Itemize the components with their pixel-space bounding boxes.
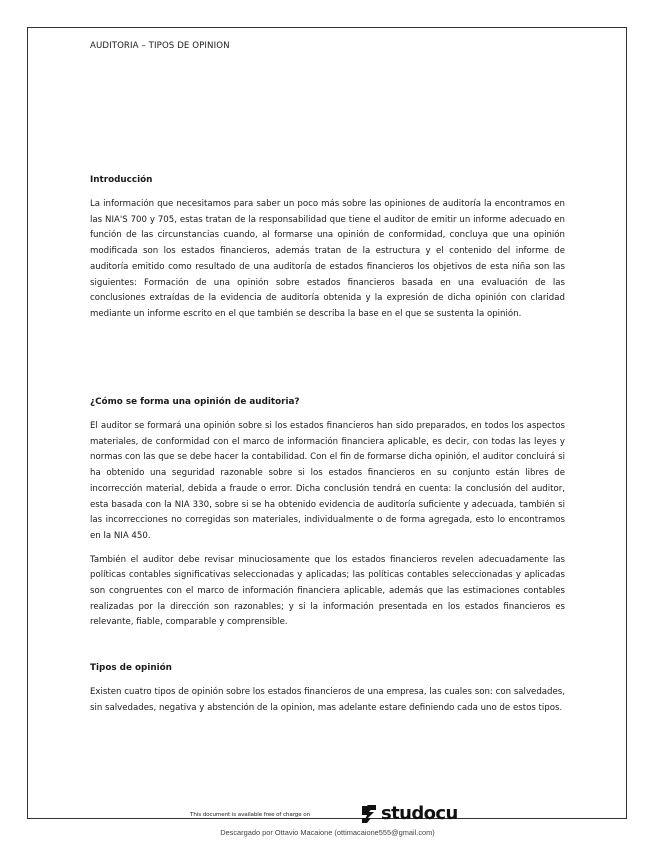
paragraph: Existen cuatro tipos de opinión sobre los estados financieros de una empresa, las cuales son: con salvedades, sin salvedades, negativa y abstención de la opinion, mas adelante estare definiendo cada uno de estos tipos. [90, 687, 565, 713]
paragraph: La información que necesitamos para saber un poco más sobre las opiniones de auditoría la encontramos en las NIA'S 700 y 705, estas tratan de la responsabilidad que tiene el auditor de emitir un informe adecuado en función de las circunstancias cuando, al formarse una opinión de conformidad, concluya que una opinión modificada son los estados financieros, además tratan de la estructura y el contenido del informe de auditoría emitido como resultado de una auditoría de estados financieros los objetivos de esta niña son las siguientes: Formación de una opinión sobre estados financieros basada en una evaluación de las conclusiones extraídas de la evidencia de auditoría obtenida y la expresión de dicha opinión con claridad mediante un informe escrito en el que también se describa la base en el que se sustenta la opinión. [90, 199, 565, 319]
section-title: Tipos de opinión [90, 663, 172, 673]
section-title: Introducción [90, 175, 153, 185]
studocu-brand-name[interactable]: studocu [381, 803, 458, 824]
section-como-se-forma [90, 396, 565, 639]
section-title: ¿Cómo se forma una opinión de auditoria? [90, 397, 300, 407]
paragraph: El auditor se formará una opinión sobre si los estados financieros han sido preparados, en todos los aspectos materiales, de conformidad con el marco de información financiera aplicable, es decir, con todas las leyes y normas con las que se debe hacer la contabilidad. Con el fin de formarse dicha opinión, el auditor concluirá si ha obtenido una seguridad razonable sobre si los estados financieros en su conjunto están libres de incorrección material, debida a fraude o error. Dicha conclusión tendrá en cuenta: la conclusión del auditor, esta basada con la NIA 330, sobre si se ha obtenido evidencia de auditoría suficiente y adecuada, también si las incorrecciones no corregidas son materiales, individualmente o de forma agregada, esto lo encontramos en la NIA 450. [90, 421, 565, 541]
download-note: Descargado por Ottavio Macaione (ottimacaione555@gmail.com) [220, 828, 435, 837]
studocu-footer [190, 803, 480, 825]
section-introduccion [90, 174, 565, 331]
availability-note: This document is available free of charge on [190, 812, 311, 818]
studocu-logo-icon [358, 803, 380, 825]
paragraph: También el auditor debe revisar minuciosamente que los estados financieros revelen adecuadamente las políticas contables significativas seleccionadas y aplicadas; las políticas contables seleccionadas y aplicadas son congruentes con el marco de información financiera aplicable, además que las estimaciones contables realizadas por la dirección son razonables; y si la información presentada en los estados financieros es relevante, fiable, comparable y comprensible. [90, 554, 565, 628]
section-tipos-de-opinion [90, 662, 565, 724]
running-header: AUDITORIA – TIPOS DE OPINION [90, 41, 230, 51]
